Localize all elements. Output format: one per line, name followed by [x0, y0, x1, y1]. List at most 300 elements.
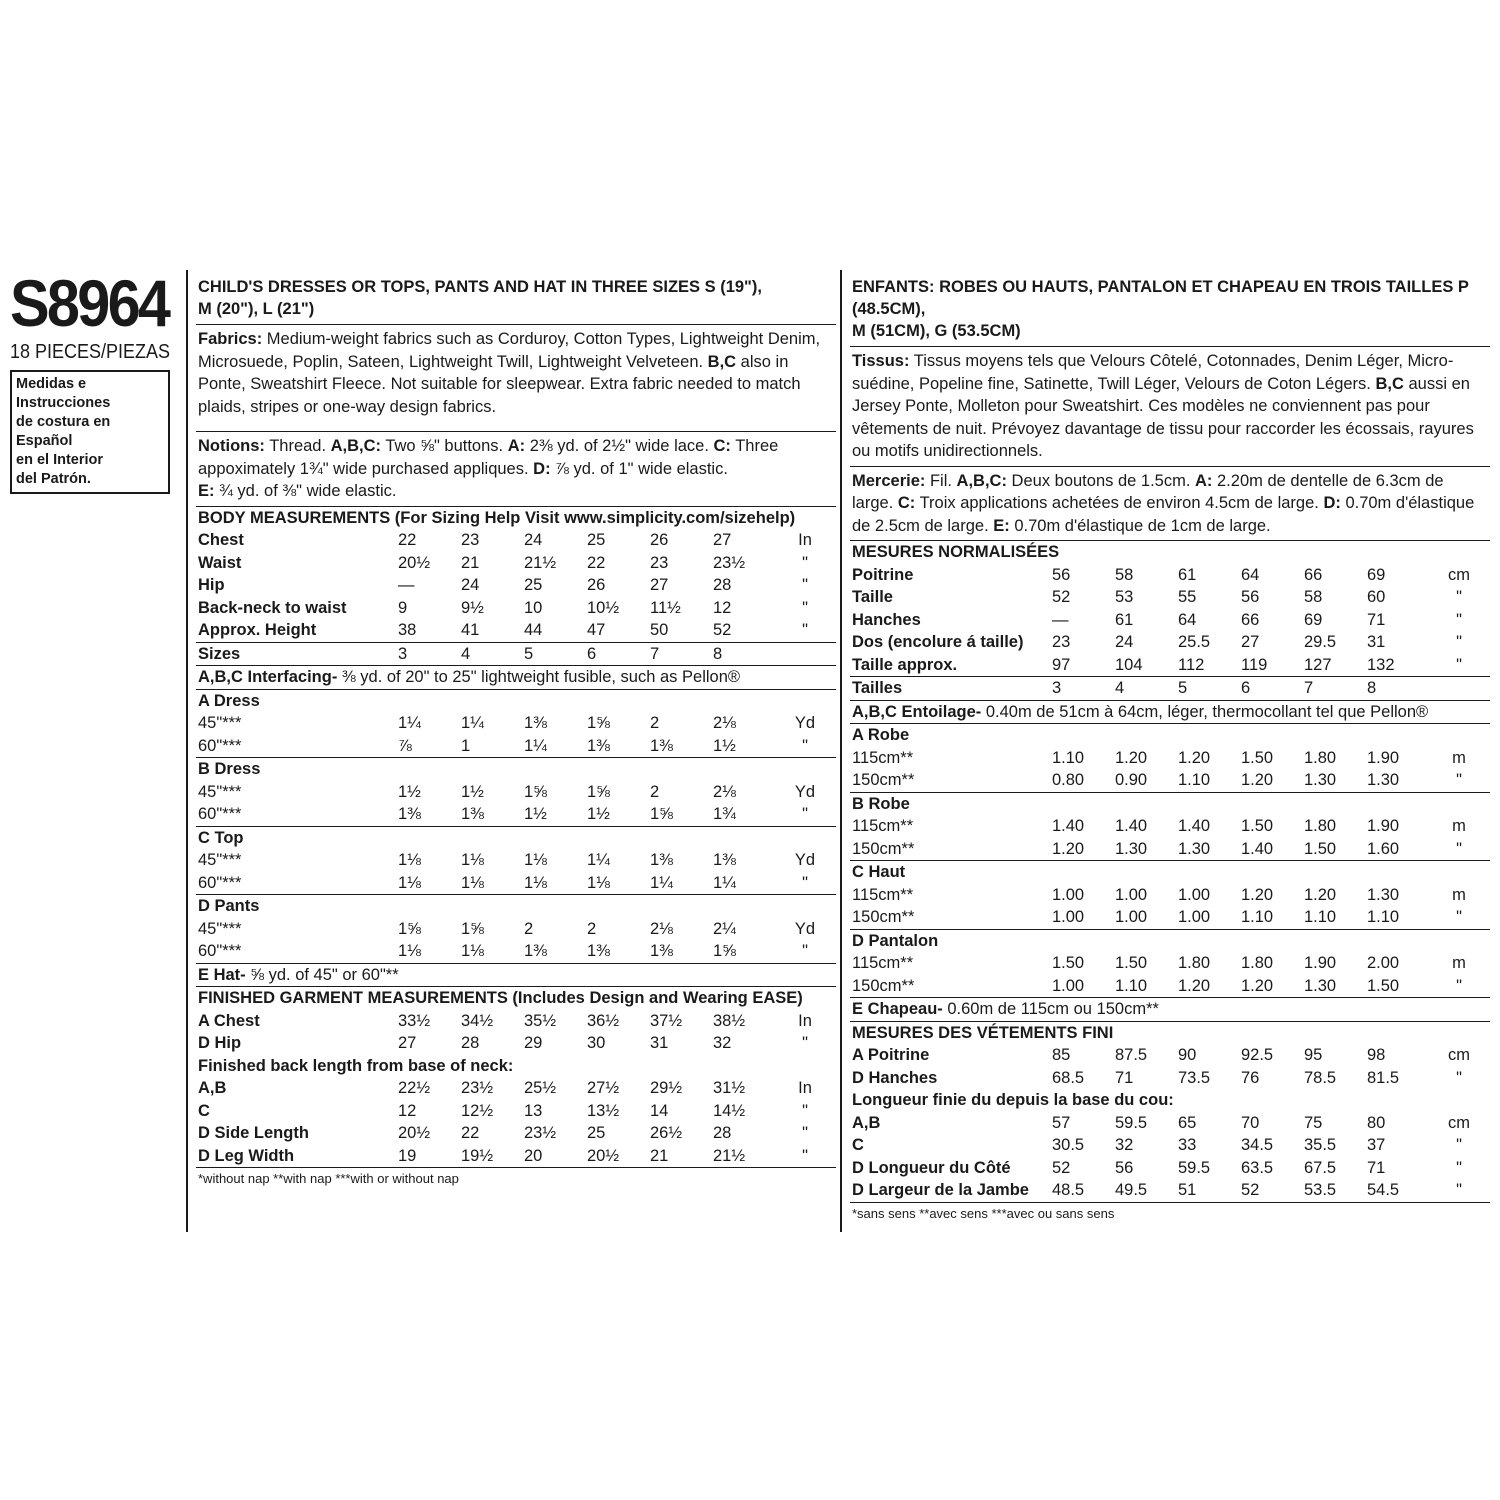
size-value: 76: [1241, 1068, 1260, 1087]
row-label: 45"***: [198, 919, 242, 938]
divider-middle: [840, 270, 842, 1232]
measure-row: [850, 1067, 1490, 1090]
size-value: 132: [1365, 654, 1428, 677]
size-value: 19½: [459, 1145, 522, 1168]
spanish-instructions-box: [10, 370, 170, 494]
size-value: 44: [522, 619, 585, 642]
notions-body: Fil.: [925, 471, 957, 490]
size-value: 41: [459, 619, 522, 642]
size-value: 1.50: [1365, 975, 1428, 998]
notions-body: ⅞ yd. of 1" wide elastic.: [550, 459, 728, 478]
row-label: 45"***: [198, 714, 242, 732]
size-value: 22: [398, 531, 417, 549]
size-value: 29: [524, 1034, 543, 1052]
row-label: 150cm**: [850, 906, 1050, 929]
fabrics-body: aussi en Jersey Ponte, Molleton pour Sweatshirt. Ces modèles ne conviennent pas pour vêtements de nuit. Prévoyez davantage de tissu pour raccorder les écossais, rayures ou motifs unidirectionnels.: [852, 374, 1474, 460]
size-value: 52: [1052, 1158, 1071, 1177]
size-value: 127: [1302, 654, 1365, 677]
unit-label: ": [1456, 1068, 1462, 1087]
size-value: 24: [1115, 633, 1134, 651]
size-value: 22: [587, 553, 606, 572]
measure-row: [196, 1010, 836, 1033]
size-value: 68.5: [1052, 1068, 1085, 1087]
unit-label: In: [798, 531, 812, 549]
size-value: 1⅜: [585, 735, 648, 758]
row-label: 115cm**: [852, 954, 914, 972]
size-value: 1.40: [1115, 817, 1148, 835]
fabrics-text: [850, 347, 1490, 467]
size-value: 56: [1241, 588, 1260, 606]
size-value: 1¼: [711, 872, 774, 895]
measure-row: [850, 654, 1490, 677]
size-value: 2.00: [1367, 954, 1400, 972]
row-label: 150cm**: [850, 975, 1050, 998]
unit-label: ": [774, 1145, 836, 1168]
measure-row: [196, 642, 836, 666]
size-value: 1.10: [1302, 906, 1365, 929]
fabrics-views: B,C: [707, 352, 737, 371]
fabrics-body: Tissus moyens tels que Velours Côtelé, Cotonnades, Denim Léger, Micro-suédine, Popeline fine, Satinette, Twill Léger, Velours de Coton Légers.: [852, 352, 1454, 393]
row-label: 60"***: [196, 803, 396, 826]
piece-count: 18 PIECES/PIEZAS: [10, 341, 171, 363]
notions-body: Thread.: [264, 437, 331, 455]
yardage-row: [850, 769, 1490, 792]
size-value: 71: [1367, 610, 1386, 629]
unit-label: ": [774, 735, 836, 758]
interfacing-cell: [850, 700, 1490, 724]
size-value: 66: [1304, 565, 1323, 584]
size-value: 1.30: [1176, 838, 1239, 861]
size-value: 63.5: [1241, 1158, 1274, 1177]
size-value: 1.40: [1239, 838, 1302, 861]
size-value: 1.20: [1178, 748, 1211, 767]
size-value: 8: [1365, 677, 1428, 701]
pattern-number: S8964: [10, 266, 169, 340]
yardage-row: [196, 940, 836, 963]
unit-label: ": [1428, 906, 1490, 929]
size-value: 30.5: [1052, 1136, 1085, 1154]
notions-text: [196, 432, 836, 507]
row-label: Chest: [198, 531, 244, 549]
size-value: 0.90: [1113, 769, 1176, 792]
unit-label: cm: [1448, 1046, 1471, 1064]
size-value: 85: [1052, 1046, 1071, 1064]
size-value: 14½: [713, 1101, 746, 1120]
size-value: 1.20: [1176, 975, 1239, 998]
size-value: 69: [1304, 610, 1323, 629]
notions-label: Notions:: [198, 437, 265, 455]
size-value: 24: [461, 576, 480, 594]
size-value: 37½: [650, 1011, 683, 1030]
measure-row: [196, 1145, 836, 1168]
measure-row: [850, 1134, 1490, 1157]
notions-view: A:: [507, 437, 526, 455]
size-value: 27: [650, 576, 669, 594]
size-value: 48.5: [1050, 1179, 1113, 1202]
row-label: D Hanches: [852, 1068, 938, 1087]
size-value: 19: [396, 1145, 459, 1168]
view-name: [850, 792, 1490, 815]
title-line: M (20"), L (21"): [198, 300, 315, 318]
notions-body: 2.20m de dentelle de 6.3cm de large.: [852, 471, 1444, 512]
size-value: 60: [1367, 588, 1386, 606]
size-value: 23: [1052, 633, 1071, 651]
size-value: 4: [459, 642, 522, 666]
size-value: 32: [1115, 1136, 1134, 1154]
row-label: C: [852, 1136, 864, 1154]
size-value: 1.10: [1052, 748, 1085, 767]
size-value: 1.20: [1241, 885, 1274, 904]
row-label: Sizes: [196, 642, 396, 666]
size-value: 1.00: [1176, 906, 1239, 929]
hat-text: 0.60m de 115cm ou 150cm**: [942, 1000, 1159, 1018]
size-value: 37: [1367, 1136, 1386, 1154]
notions-body: Deux boutons de 1.5cm.: [1006, 471, 1195, 490]
size-value: 1⅜: [522, 940, 585, 963]
yardage-row: [196, 918, 836, 941]
unit-label: Yd: [794, 851, 816, 869]
size-value: 119: [1239, 654, 1302, 677]
size-value: 97: [1050, 654, 1113, 677]
row-label: Dos (encolure á taille): [852, 633, 1024, 651]
row-label: 150cm**: [850, 838, 1050, 861]
size-value: 33½: [398, 1011, 431, 1030]
size-value: 1⅛: [522, 872, 585, 895]
back-length-title-cell: Longueur finie du depuis la base du cou:: [852, 1091, 1174, 1109]
row-label: 60"***: [196, 940, 396, 963]
size-value: 34½: [461, 1011, 494, 1030]
size-value: 87.5: [1115, 1046, 1148, 1064]
unit-label: ": [1456, 610, 1462, 629]
size-value: 13: [524, 1101, 543, 1120]
size-value: 50: [648, 619, 711, 642]
size-value: 1.90: [1304, 954, 1337, 972]
size-value: 65: [1178, 1113, 1197, 1132]
size-value: 1.90: [1367, 817, 1400, 835]
size-value: 2⅛: [650, 919, 673, 938]
notions-body: Troix applications achetées de environ 4.5cm de large.: [915, 494, 1324, 512]
size-value: 23: [650, 553, 669, 572]
title-line: ENFANTS: ROBES OU HAUTS, PANTALON ET CHAPEAU EN TROIS TAILLES P (48.5CM),: [852, 278, 1469, 318]
unit-label: ": [802, 1101, 808, 1120]
row-label: 115cm**: [852, 885, 914, 904]
size-value: 38: [396, 619, 459, 642]
interfacing-label: A,B,C Entoilage-: [852, 702, 982, 721]
size-value: 1⅛: [461, 851, 484, 869]
view-name: [196, 826, 836, 849]
size-value: 54.5: [1365, 1179, 1428, 1202]
size-value: 22½: [398, 1079, 431, 1097]
size-value: ⅞: [396, 735, 459, 758]
notions-view: C:: [713, 437, 731, 455]
size-value: 28: [713, 1124, 732, 1142]
footnote: *sans sens **avec sens ***avec ou sans sens: [852, 1205, 1115, 1221]
size-value: 28: [461, 1034, 480, 1052]
spanish-line: del Patrón.: [16, 471, 91, 487]
row-label: Tailles: [850, 677, 1050, 701]
size-value: 70: [1241, 1113, 1260, 1132]
yardage-row: [196, 849, 836, 872]
size-value: —: [1052, 610, 1069, 629]
size-value: 29.5: [1304, 633, 1337, 651]
size-value: 1.20: [1239, 975, 1302, 998]
unit-label: ": [1456, 588, 1462, 606]
size-value: 33: [1178, 1136, 1197, 1154]
size-value: 1.30: [1367, 885, 1400, 904]
size-value: 52: [1239, 1179, 1302, 1202]
divider-left: [186, 270, 188, 1232]
size-value: 1.50: [1052, 954, 1085, 972]
size-value: 1.40: [1178, 817, 1211, 835]
size-value: 78.5: [1304, 1068, 1337, 1087]
measure-row: [196, 574, 836, 597]
size-value: 69: [1367, 565, 1386, 584]
size-value: 11½: [650, 598, 681, 617]
size-value: 1½: [585, 803, 648, 826]
size-value: 1⅜: [524, 714, 547, 732]
size-value: 95: [1304, 1046, 1323, 1064]
size-value: 1.20: [1050, 838, 1113, 861]
view-name: [196, 689, 836, 712]
yardage-row: [850, 838, 1490, 861]
pattern-info: [10, 266, 180, 494]
unit-label: cm: [1448, 1113, 1471, 1132]
view-name-cell: B Dress: [198, 760, 261, 778]
size-value: 14: [650, 1101, 669, 1120]
size-value: 1.00: [1113, 906, 1176, 929]
yardage-row: [850, 975, 1490, 998]
measure-row: [196, 529, 836, 552]
size-value: 1⅛: [459, 872, 522, 895]
measure-row: [850, 631, 1490, 654]
view-name: [196, 758, 836, 781]
size-value: 71: [1367, 1158, 1386, 1177]
size-value: 92.5: [1241, 1046, 1274, 1064]
hat-label: E Chapeau-: [852, 1000, 943, 1018]
unit-label: [774, 642, 836, 666]
size-value: 1⅝: [398, 919, 421, 938]
notions-view: C:: [897, 494, 916, 512]
row-label: 45"***: [198, 851, 242, 869]
size-value: 98: [1367, 1046, 1386, 1064]
finished-measurements-title-cell: FINISHED GARMENT MEASUREMENTS (Includes Design and Wearing EASE): [198, 989, 803, 1007]
back-length-title-cell: Finished back length from base of neck:: [198, 1056, 514, 1075]
size-value: 51: [1176, 1179, 1239, 1202]
size-value: 1.80: [1241, 954, 1274, 972]
size-value: 1⅛: [585, 872, 648, 895]
spanish-line: en el Interior: [16, 452, 104, 468]
size-value: 1.50: [1115, 954, 1148, 972]
row-label: Waist: [198, 553, 242, 572]
size-value: 61: [1178, 565, 1197, 584]
yardage-row: [196, 872, 836, 895]
size-value: 1½: [522, 803, 585, 826]
size-value: 1⅜: [648, 940, 711, 963]
size-value: 1½: [711, 735, 774, 758]
title-line: M (51CM), G (53.5CM): [852, 322, 1021, 340]
size-value: 25.5: [1178, 633, 1211, 651]
size-value: 10½: [587, 598, 620, 617]
yardage-row: [850, 952, 1490, 975]
title-line: CHILD'S DRESSES OR TOPS, PANTS AND HAT IN THREE SIZES S (19"),: [198, 278, 762, 296]
notions-body: Two ⅝" buttons.: [381, 437, 508, 455]
size-value: 1.30: [1302, 975, 1365, 998]
unit-label: ": [774, 803, 836, 826]
row-label: Taille approx.: [850, 654, 1050, 677]
view-name: [196, 895, 836, 918]
row-label: 115cm**: [852, 817, 914, 835]
size-value: 1.50: [1241, 748, 1274, 767]
size-value: 7: [1302, 677, 1365, 701]
size-value: 2⅛: [713, 714, 736, 732]
measure-row: [196, 552, 836, 575]
row-label: C: [198, 1101, 210, 1120]
measure-row: [196, 1032, 836, 1055]
size-value: 24: [524, 531, 543, 549]
yardage-row: [850, 815, 1490, 838]
fabrics-text: [196, 325, 836, 421]
measure-row: [196, 619, 836, 642]
unit-label: ": [1428, 769, 1490, 792]
size-value: 1⅜: [585, 940, 648, 963]
notions-view: A,B,C:: [956, 471, 1007, 490]
view-name-cell: B Robe: [852, 794, 910, 813]
row-label: 45"***: [198, 782, 242, 801]
size-value: 1½: [461, 782, 484, 801]
notions-label: Mercerie:: [852, 471, 926, 490]
size-value: 58: [1304, 588, 1323, 606]
unit-label: ": [802, 1124, 808, 1142]
finished-measurements-title: [196, 987, 836, 1010]
size-value: 31: [650, 1034, 669, 1052]
size-value: 1.50: [1302, 838, 1365, 861]
size-value: 53: [1115, 588, 1134, 606]
section-title: [850, 270, 1490, 347]
unit-label: In: [798, 1079, 812, 1097]
notions-body: ¾ yd. of ⅜" wide elastic.: [214, 482, 397, 500]
size-value: 1⅝: [524, 782, 547, 801]
size-value: 12: [398, 1101, 417, 1120]
size-value: 6: [1239, 677, 1302, 701]
notions-body: 2⅜ yd. of 2½" wide lace.: [525, 437, 714, 455]
yardage-row: [196, 712, 836, 735]
size-value: 1⅛: [396, 940, 459, 963]
size-value: 21½: [524, 553, 557, 572]
notions-view: D:: [1323, 494, 1341, 512]
unit-label: ": [1456, 633, 1462, 651]
notions-view: A,B,C:: [330, 437, 382, 455]
measure-row: [850, 586, 1490, 609]
size-value: 56: [1052, 565, 1071, 584]
size-value: 71: [1115, 1068, 1134, 1087]
unit-label: ": [1456, 1158, 1462, 1177]
yardage-row: [196, 781, 836, 804]
hat-cell: [196, 963, 836, 987]
size-value: 31: [1367, 633, 1386, 651]
size-value: 2: [587, 919, 597, 938]
row-label: 60"***: [196, 735, 396, 758]
size-value: 21: [461, 553, 480, 572]
size-value: 21½: [711, 1145, 774, 1168]
size-value: 25½: [524, 1079, 557, 1097]
size-value: 56: [1115, 1158, 1134, 1177]
interfacing-text: ⅜ yd. of 20" to 25" lightweight fusible, such as Pellon®: [337, 668, 741, 686]
notions-body: 0.70m d'élastique de 1cm de large.: [1009, 516, 1271, 535]
size-value: 73.5: [1178, 1068, 1211, 1087]
size-value: 1.20: [1239, 769, 1302, 792]
row-label: Approx. Height: [196, 619, 396, 642]
row-label: Hanches: [852, 610, 921, 629]
unit-label: ": [774, 872, 836, 895]
spanish-line: Medidas e Instrucciones: [16, 376, 111, 411]
view-name-cell: D Pantalon: [852, 931, 939, 950]
notions-view: A:: [1195, 471, 1213, 490]
size-value: 25: [587, 531, 606, 549]
size-value: 52: [711, 619, 774, 642]
finished-measurements-title-cell: MESURES DES VÉTEMENTS FINI: [852, 1023, 1114, 1042]
size-value: 58: [1115, 565, 1134, 584]
size-value: 20½: [398, 553, 431, 572]
size-value: 1⅝: [711, 940, 774, 963]
fabrics-body: also in Ponte, Sweatshirt Fleece. Not suitable for sleepwear. Extra fabric needed to match plaids, stripes or one-way design fabrics.: [198, 352, 801, 416]
spacer: [196, 421, 836, 432]
measure-row: [850, 609, 1490, 632]
unit-label: ": [1428, 654, 1490, 677]
size-value: 1.10: [1239, 906, 1302, 929]
row-label: A Poitrine: [852, 1046, 930, 1064]
size-value: 81.5: [1367, 1068, 1400, 1087]
back-length-title: [196, 1055, 836, 1078]
unit-label: ": [802, 553, 808, 572]
size-value: 1.10: [1113, 975, 1176, 998]
size-value: 2: [650, 782, 660, 801]
size-value: 1⅜: [713, 851, 736, 869]
size-value: 36½: [587, 1011, 620, 1030]
size-value: 1.10: [1176, 769, 1239, 792]
unit-label: ": [802, 576, 808, 594]
row-label: D Hip: [198, 1034, 242, 1052]
size-value: 26: [587, 576, 606, 594]
size-value: 32: [713, 1034, 732, 1052]
back-length-title: [850, 1089, 1490, 1112]
size-value: 1.40: [1052, 817, 1085, 835]
size-value: 30: [587, 1034, 606, 1052]
row-label: Hip: [198, 576, 225, 594]
size-value: 64: [1178, 610, 1197, 629]
size-value: 27½: [587, 1079, 620, 1097]
measure-row: [196, 1122, 836, 1145]
row-label: Poitrine: [852, 565, 914, 584]
notions-body: 0.70m d'élastique de 2.5cm de large.: [852, 494, 1475, 535]
finished-measurements-title: [850, 1021, 1490, 1044]
size-value: 57: [1052, 1113, 1071, 1132]
view-name-cell: A Dress: [198, 691, 260, 710]
interfacing-label: A,B,C Interfacing-: [198, 668, 338, 686]
measurement-table: [196, 507, 836, 1169]
size-value: 26: [650, 531, 669, 549]
size-value: 52: [1052, 588, 1071, 606]
size-value: 1.80: [1304, 748, 1337, 767]
size-value: 104: [1113, 654, 1176, 677]
size-value: 27: [1241, 633, 1260, 651]
size-value: 12: [713, 598, 732, 617]
unit-label: In: [798, 1011, 812, 1030]
yardage-row: [196, 803, 836, 826]
unit-label: m: [1452, 748, 1466, 767]
fabrics-body: Medium-weight fabrics such as Corduroy, Cotton Types, Lightweight Denim, Microsuede, Poplin, Sateen, Lightweight Twill, Lightweight Velveteen.: [198, 330, 821, 371]
size-value: 1⅜: [459, 803, 522, 826]
unit-label: Yd: [794, 919, 816, 938]
